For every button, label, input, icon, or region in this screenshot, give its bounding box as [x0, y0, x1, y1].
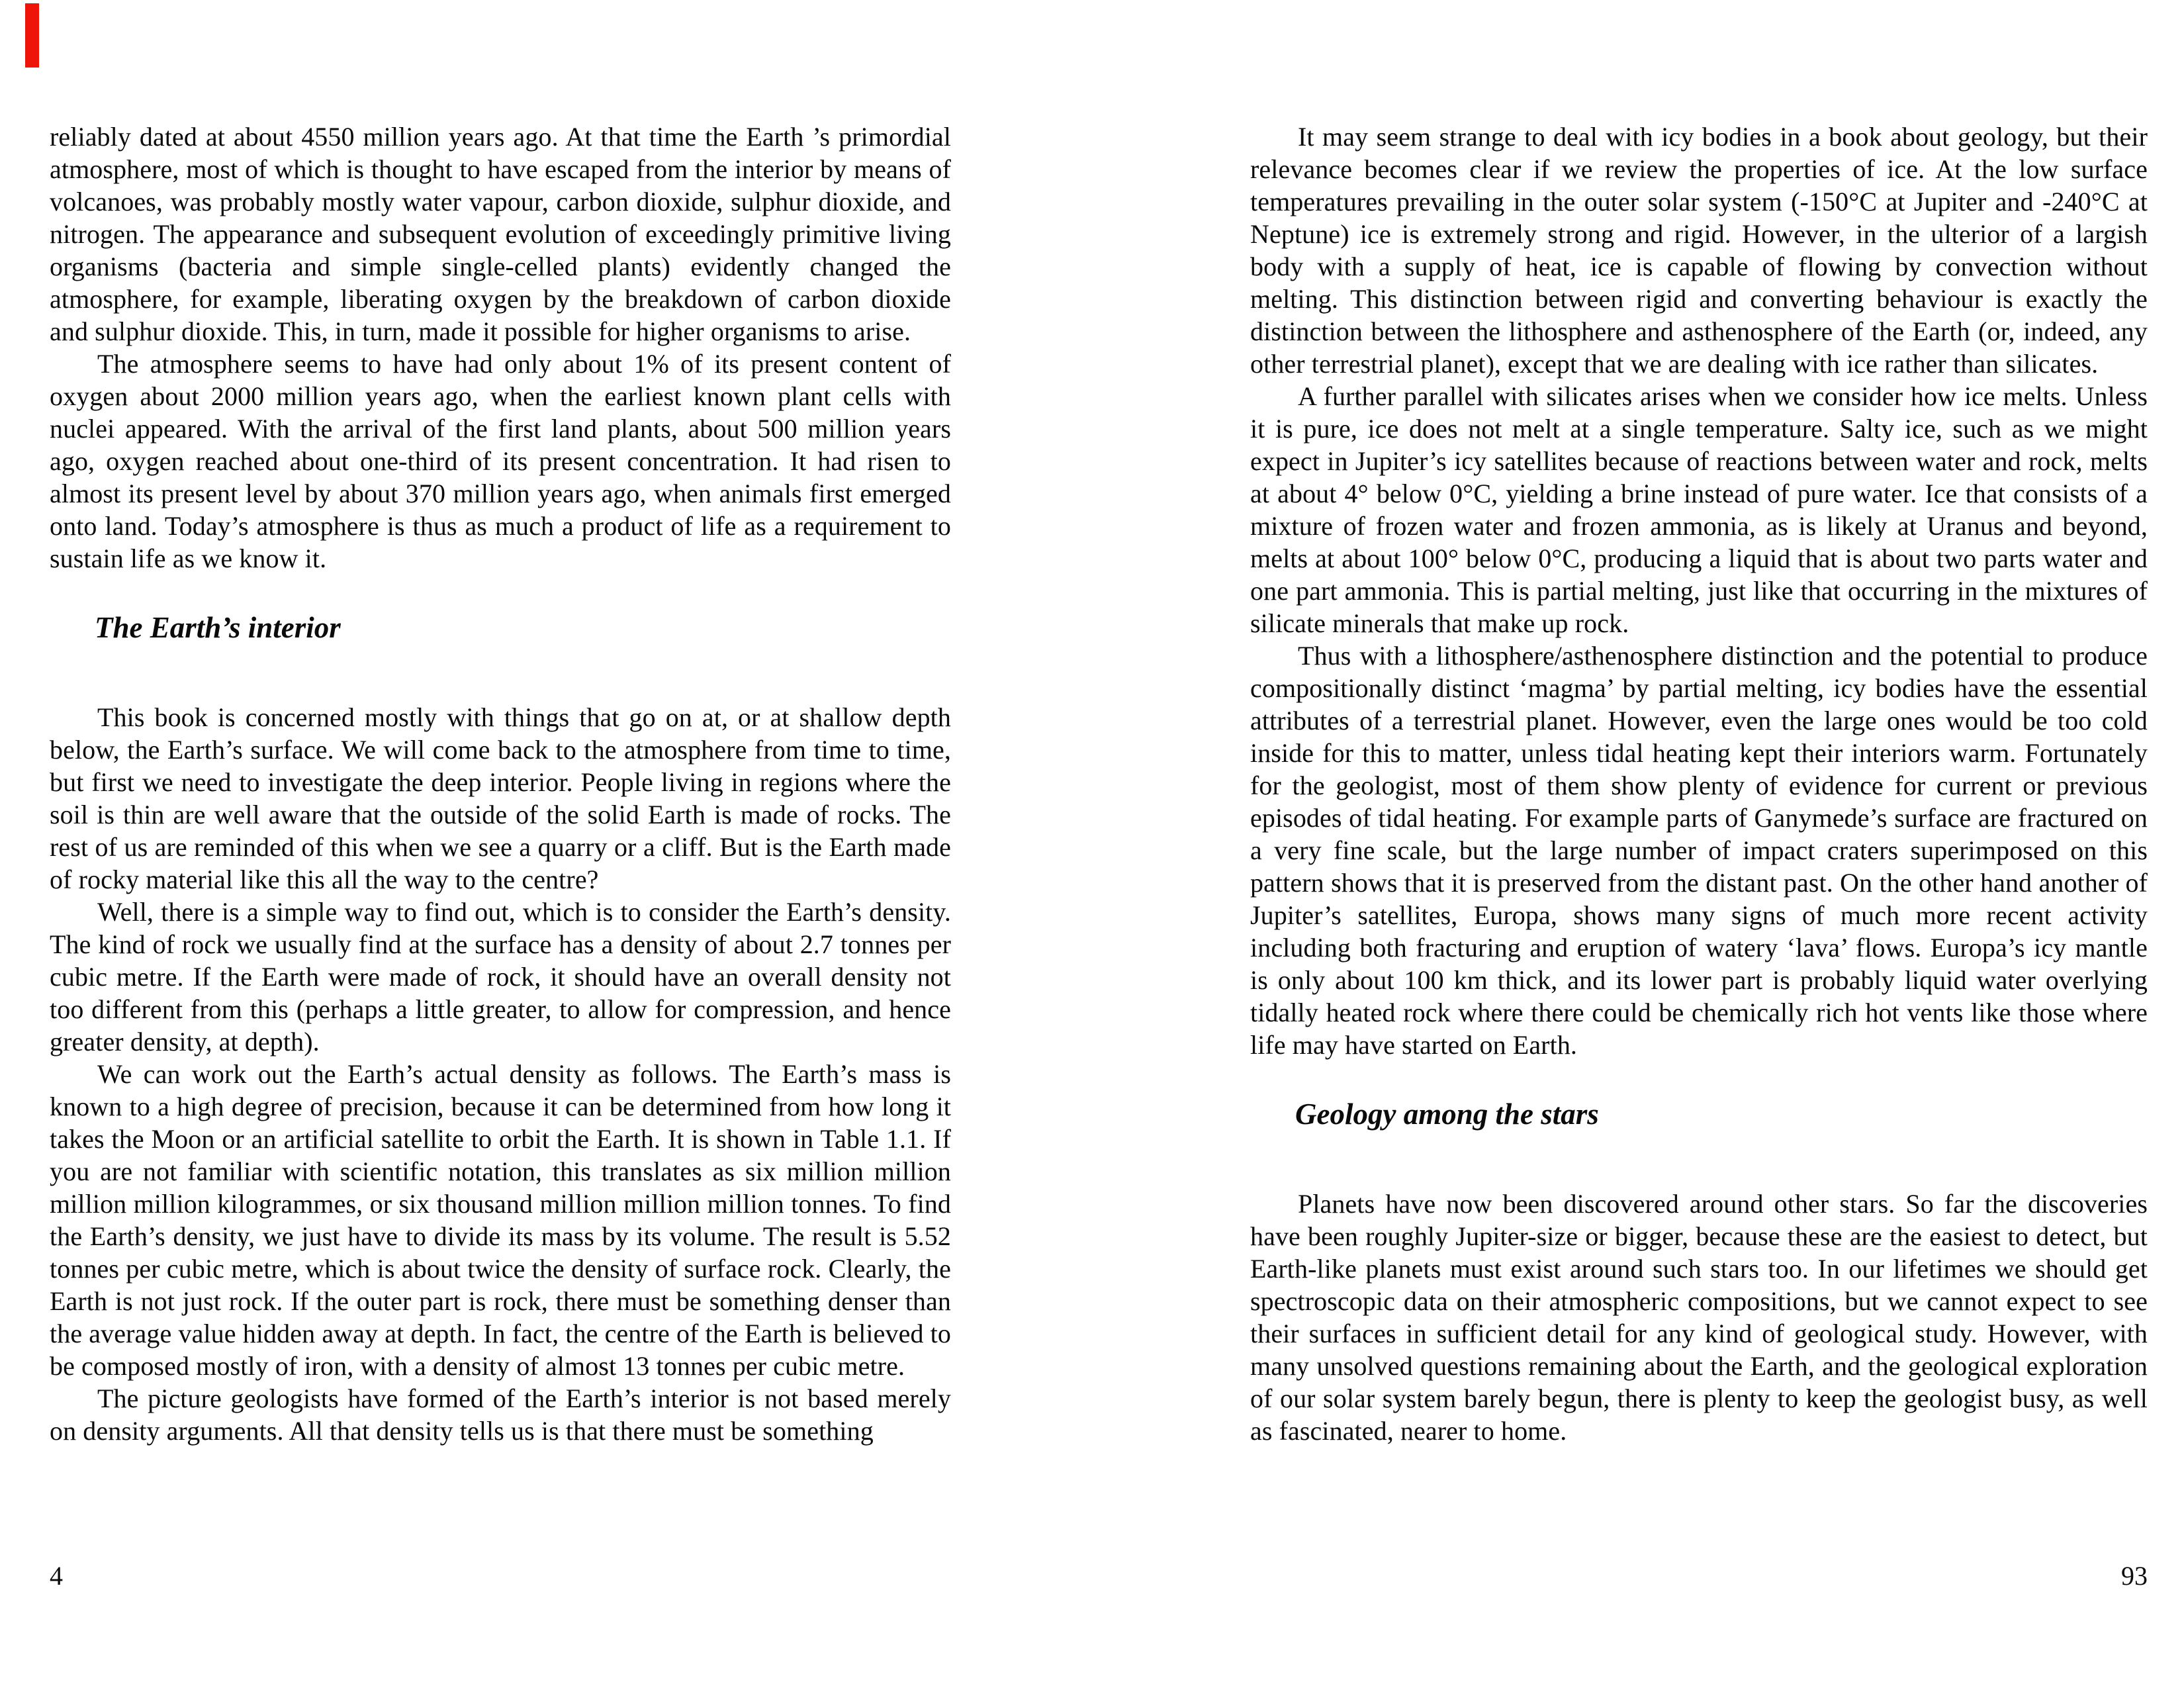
paragraph: The picture geologists have formed of the Earth’s interior is not based merely on density arguments. All that density tells us is that there must be something: [50, 1383, 951, 1446]
paragraph: The atmosphere seems to have had only about 1% of its present content of oxygen about 2000 million years ago, when the earliest known plant cells with nuclei appeared. With the arrival of the first land plants, about 500 million years ago, oxygen reached about one-third of its present concentration. It had risen to almost its present level by about 370 million years ago, when animals first emerged onto land. Today’s atmosphere is thus as much a product of life as a requirement to sustain life as we know it.: [50, 349, 951, 573]
page-left: [50, 120, 951, 1447]
section-heading-geology-among-stars: Geology among the stars: [1295, 1098, 1599, 1131]
paragraph: This book is concerned mostly with things that go on at, or at shallow depth below, the Earth’s surface. We will come back to the atmosphere from time to time, but first we need to investigate the deep interior. People living in regions where the soil is thin are well aware that the outside of the solid Earth is made of rocks. The rest of us are reminded of this when we see a quarry or a cliff. But is the Earth made of rocky material like this all the way to the centre?: [50, 702, 951, 894]
paragraph: Planets have now been discovered around other stars. So far the discoveries have been roughly Jupiter-size or bigger, because these are the easiest to detect, but Earth-like planets must exist around such stars too. In our lifetimes we should get spectroscopic data on their atmospheric compositions, but we cannot expect to see their surfaces in sufficient detail for any kind of geological study. However, with many unsolved questions remaining about the Earth, and the geological exploration of our solar system barely begun, there is plenty to keep the geologist busy, as well as fascinated, nearer to home.: [1250, 1189, 2148, 1446]
red-bookmark-marker: [25, 3, 39, 68]
paragraph: We can work out the Earth’s actual density as follows. The Earth’s mass is known to a high degree of precision, because it can be determined from how long it takes the Moon or an artificial satellite to orbit the Earth. It is shown in Table 1.1. If you are not familiar with scientific notation, this translates as six million million million million kilogrammes, or six thousand million million million tonnes. To find the Earth’s density, we just have to divide its mass by its volume. The result is 5.52 tonnes per cubic metre, which is about twice the density of surface rock. Clearly, the Earth is not just rock. If the outer part is rock, there must be something denser than the average value hidden away at depth. In fact, the centre of the Earth is believed to be composed mostly of iron, with a density of almost 13 tonnes per cubic metre.: [50, 1059, 951, 1381]
section-heading-earths-interior: The Earth’s interior: [95, 611, 341, 644]
paragraph: It may seem strange to deal with icy bodies in a book about geology, but their relevance becomes clear if we review the properties of ice. At the low surface temperatures prevailing in the outer solar system (-150°C at Jupiter and -240°C at Neptune) ice is extremely strong and rigid. However, in the ulterior of a largish body with a supply of heat, ice is capable of flowing by convection without melting. This distinction between rigid and converting behaviour is exactly the distinction between the lithosphere and asthenosphere of the Earth (or, indeed, any other terrestrial planet), except that we are dealing with ice rather than silicates.: [1250, 122, 2148, 379]
paragraph: reliably dated at about 4550 million years ago. At that time the Earth ’s primordial atmosphere, most of which is thought to have escaped from the interior by means of volcanoes, was probably mostly water vapour, carbon dioxide, sulphur dioxide, and nitrogen. The appearance and subsequent evolution of exceedingly primitive living organisms (bacteria and simple single-celled plants) evidently changed the atmosphere, for example, liberating oxygen by the breakdown of carbon dioxide and sulphur dioxide. This, in turn, made it possible for higher organisms to arise.: [50, 122, 951, 346]
page-right: [1250, 120, 2148, 1447]
paragraph: Thus with a lithosphere/asthenosphere distinction and the potential to produce compositionally distinct ‘magma’ by partial melting, icy bodies have the essential attributes of a terrestrial planet. However, even the large ones would be too cold inside for this to matter, unless tidal heating kept their interiors warm. Fortunately for the geologist, most of them show plenty of evidence for current or previous episodes of tidal heating. For example parts of Ganymede’s surface are fractured on a very fine scale, but the large number of impact craters superimposed on this pattern shows that it is preserved from the distant past. On the other hand another of Jupiter’s satellites, Europa, shows many signs of much more recent activity including both fracturing and eruption of watery ‘lava’ flows. Europa’s icy mantle is only about 100 km thick, and its lower part is probably liquid water overlying tidally heated rock where there could be chemically rich hot vents like those where life may have started on Earth.: [1250, 641, 2148, 1060]
paragraph: A further parallel with silicates arises when we consider how ice melts. Unless it is pure, ice does not melt at a single temperature. Salty ice, such as we might expect in Jupiter’s icy satellites because of reactions between water and rock, melts at about 4° below 0°C, yielding a brine instead of pure water. Ice that consists of a mixture of frozen water and frozen ammonia, as is likely at Uranus and beyond, melts at about 100° below 0°C, producing a liquid that is about two parts water and one part ammonia. This is partial melting, just like that occurring in the mixtures of silicate minerals that make up rock.: [1250, 381, 2148, 638]
page-number-right: 93: [2121, 1561, 2148, 1591]
page-number-left: 4: [50, 1561, 63, 1591]
paragraph: Well, there is a simple way to find out, which is to consider the Earth’s density. The kind of rock we usually find at the surface has a density of about 2.7 tonnes per cubic metre. If the Earth were made of rock, it should have an overall density not too different from this (perhaps a little greater, to allow for compression, and hence greater density, at depth).: [50, 897, 951, 1056]
